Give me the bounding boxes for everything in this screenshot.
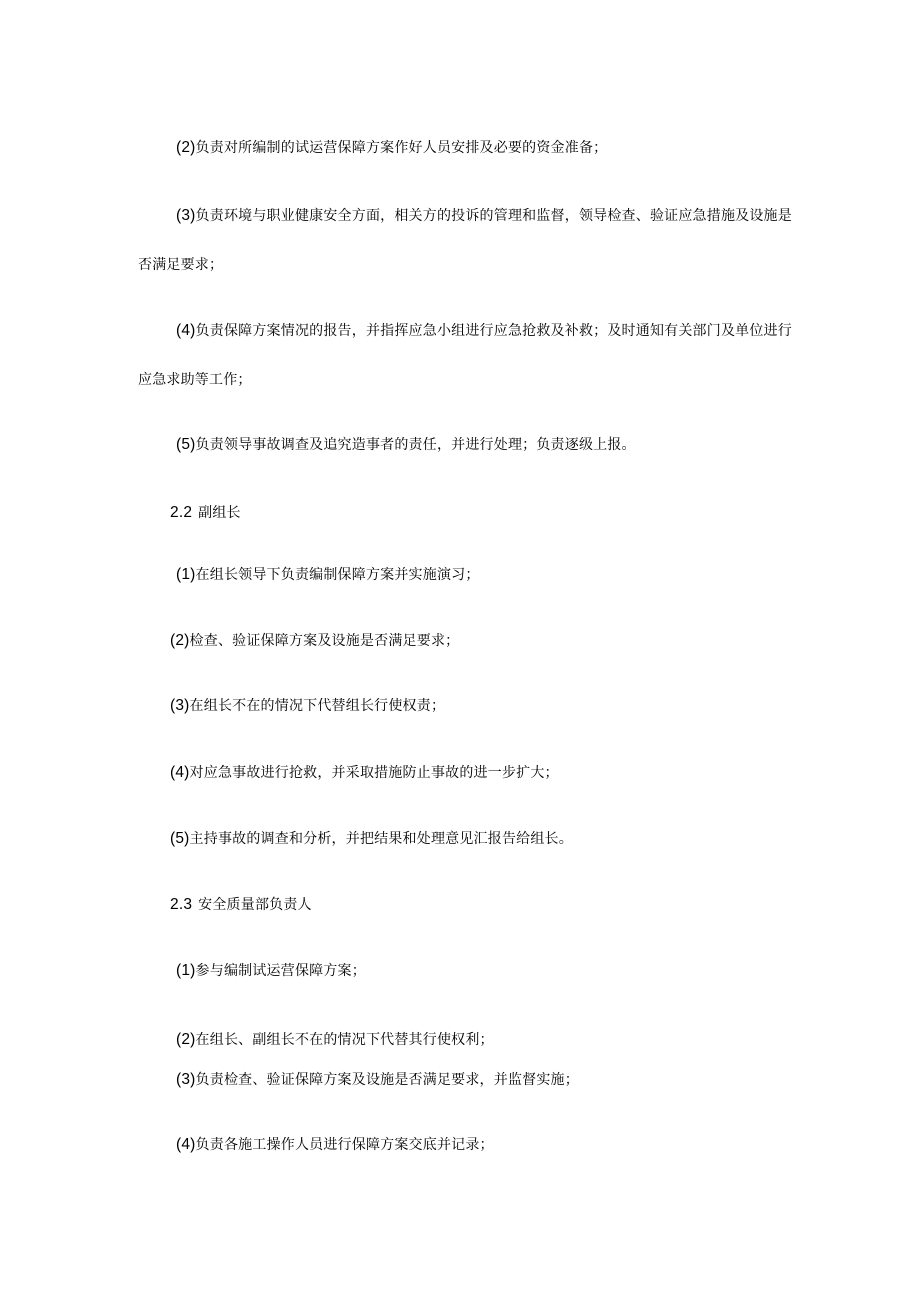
item-text: 在组长领导下负责编制保障方案并实施演习； — [195, 567, 480, 583]
paragraph-number: (3) — [176, 207, 196, 224]
paragraph-4 — [176, 322, 792, 340]
paragraph-text: 否满足要求； — [138, 257, 224, 273]
item-number: (3) — [170, 697, 190, 714]
section-title: 安全质量部负责人 — [198, 897, 312, 913]
paragraph-text: 负责对所编制的试运营保障方案作好人员安排及必要的资金准备； — [195, 140, 608, 156]
item-number: (4) — [170, 764, 190, 781]
item-text: 在组长、副组长不在的情况下代替其行使权利； — [195, 1032, 494, 1048]
paragraph-number: (4) — [176, 322, 196, 339]
item-text: 参与编制试运营保障方案； — [195, 963, 366, 979]
item-number: (2) — [176, 1031, 196, 1048]
item-text: 负责各施工操作人员进行保障方案交底并记录； — [195, 1137, 494, 1153]
item-text: 对应急事故进行抢救，并采取措施防止事故的进一步扩大； — [189, 765, 559, 781]
paragraph-2 — [176, 139, 607, 157]
item-number: (4) — [176, 1136, 196, 1153]
item-number: (5) — [170, 830, 190, 847]
list-item — [176, 962, 366, 980]
section-number: 2.3 — [170, 896, 193, 913]
section-number: 2.2 — [170, 504, 193, 521]
paragraph-text: 负责保障方案情况的报告，并指挥应急小组进行应急抢救及补救；及时通知有关部门及单位进行 — [195, 323, 792, 339]
list-item — [176, 1031, 494, 1049]
paragraph-3 — [176, 207, 792, 225]
list-item — [170, 764, 559, 782]
item-text: 检查、验证保障方案及设施是否满足要求； — [189, 633, 460, 649]
item-number: (1) — [176, 566, 196, 583]
paragraph-number: (2) — [176, 139, 196, 156]
list-item — [176, 1071, 579, 1089]
paragraph-text: 应急求助等工作； — [138, 372, 252, 388]
section-heading-2-2 — [170, 504, 241, 522]
item-number: (3) — [176, 1071, 196, 1088]
item-text: 主持事故的调查和分析，并把结果和处理意见汇报告给组长。 — [189, 831, 573, 847]
list-item — [170, 697, 445, 715]
item-text: 在组长不在的情况下代替组长行使权责； — [189, 698, 446, 714]
list-item — [176, 566, 480, 584]
paragraph-number: (5) — [176, 436, 196, 453]
paragraph-text: 负责环境与职业健康安全方面，相关方的投诉的管理和监督，领导检查、验证应急措施及设施是 — [195, 208, 792, 224]
item-number: (2) — [170, 632, 190, 649]
item-text: 负责检查、验证保障方案及设施是否满足要求，并监督实施； — [195, 1072, 579, 1088]
section-title: 副组长 — [198, 505, 241, 521]
paragraph-5 — [176, 436, 636, 454]
list-item — [170, 830, 573, 848]
paragraph-4-continuation — [138, 371, 252, 389]
section-heading-2-3 — [170, 896, 312, 914]
paragraph-3-continuation — [138, 256, 223, 274]
item-number: (1) — [176, 962, 196, 979]
list-item — [170, 632, 459, 650]
paragraph-text: 负责领导事故调查及追究造事者的责任，并进行处理；负责逐级上报。 — [195, 437, 636, 453]
list-item — [176, 1136, 494, 1154]
